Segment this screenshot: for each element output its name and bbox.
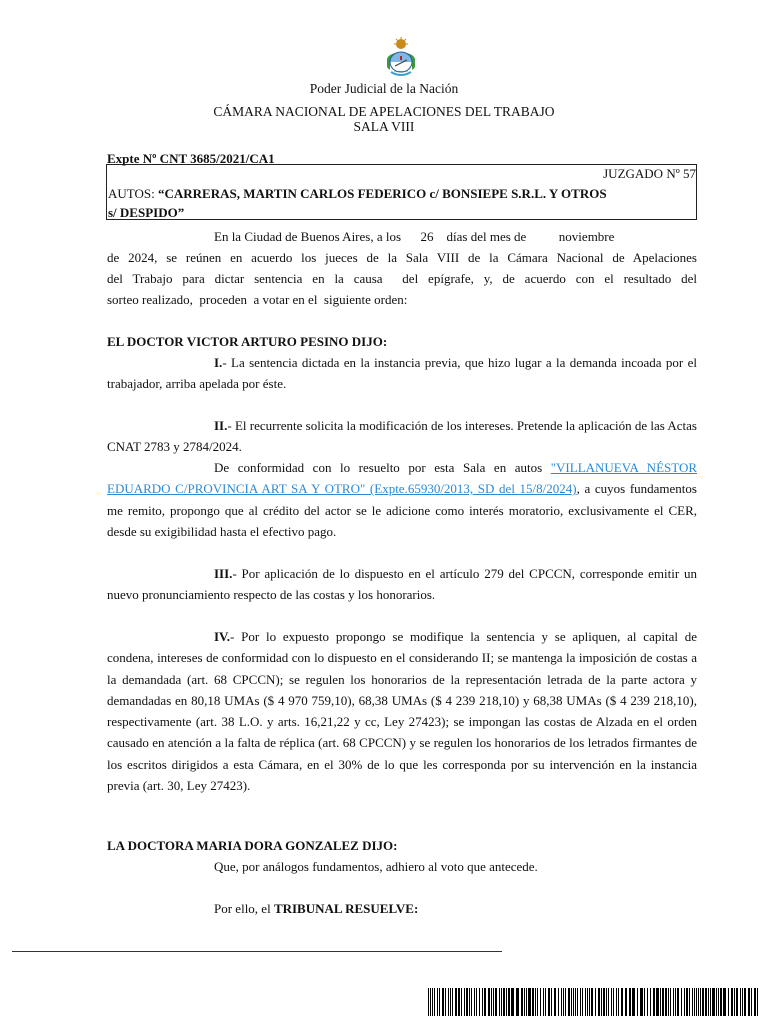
barcode-bar: [696, 988, 697, 1016]
barcode-bar: [521, 988, 523, 1016]
barcode-bar: [700, 988, 701, 1016]
paragraph-ii-number: II.: [214, 418, 228, 433]
barcode-bar: [647, 988, 648, 1016]
barcode-bar: [563, 988, 564, 1016]
barcode-bar: [742, 988, 743, 1016]
barcode-bar: [702, 988, 704, 1016]
barcode: [428, 988, 760, 1016]
barcode-bar: [455, 988, 457, 1016]
barcode-bar: [535, 988, 536, 1016]
paragraph-iii: [107, 563, 697, 606]
barcode-bar: [689, 988, 690, 1016]
paragraph-iv-text: - Por lo expuesto propongo se modifique la sentencia y se apliquen, al capital de condena, intereses de conformidad con lo dispuesto en el considerando II; se mantenga la imposición de costas a la demandada (art. 68 CPCCN); se regulen los honorarios de la representación letrada de la parte actora y demandadas en 80,18 UMAs ($ 4 970 759,10), 68,38 UMAs ($ 4 239 218,10) y 68,38 UMAs ($ 4 239 218,10), respectivamente (art. 38 L.O. y arts. 16,21,22 y cc, Ley 27423); se impongan las costas de Alzada en el orden causado en atención a la falta de réplica (art. 68 CPCCN) y se regulen los honorarios de los letrados firmantes de los escritos dirigidos a esta Cámara, en el 30% de lo que les corresponda por su intervención en la instancia previa (art. 30, Ley 27423).: [107, 629, 697, 794]
barcode-bar: [754, 988, 756, 1016]
barcode-bar: [731, 988, 733, 1016]
barcode-bar: [712, 988, 715, 1016]
barcode-bar: [591, 988, 593, 1016]
barcode-bar: [499, 988, 500, 1016]
barcode-bar: [662, 988, 664, 1016]
barcode-bar: [660, 988, 661, 1016]
barcode-bar: [673, 988, 674, 1016]
autos-label: AUTOS:: [108, 186, 158, 201]
barcode-bar: [632, 988, 635, 1016]
barcode-bar: [585, 988, 586, 1016]
barcode-bar: [603, 988, 605, 1016]
resolve-bold: TRIBUNAL RESUELVE:: [273, 901, 419, 916]
barcode-bar: [710, 988, 711, 1016]
barcode-bar: [488, 988, 490, 1016]
barcode-bar: [482, 988, 483, 1016]
barcode-bar: [545, 988, 546, 1016]
intro-line-4: sorteo realizado, proceden a votar en el siguiente orden:: [107, 292, 408, 307]
barcode-bar: [751, 988, 752, 1016]
barcode-bar: [740, 988, 741, 1016]
barcode-bar: [469, 988, 470, 1016]
resolve-pre: Por ello, el: [214, 901, 274, 916]
barcode-bar: [601, 988, 602, 1016]
juzgado-label: JUZGADO Nº 57: [603, 166, 696, 181]
barcode-bar: [442, 988, 444, 1016]
barcode-bar: [734, 988, 735, 1016]
barcode-bar: [450, 988, 451, 1016]
intro-line-1: En la Ciudad de Buenos Aires, a los 26 días del mes de noviembre: [214, 229, 615, 244]
barcode-bar: [686, 988, 688, 1016]
barcode-bar: [718, 988, 719, 1016]
barcode-bar: [540, 988, 541, 1016]
paragraph-i: [107, 352, 697, 395]
barcode-bar: [568, 988, 570, 1016]
barcode-bar: [656, 988, 659, 1016]
barcode-bar: [506, 988, 507, 1016]
judge2-text: Que, por análogos fundamentos, adhiero al voto que antecede.: [214, 859, 538, 874]
barcode-bar: [625, 988, 627, 1016]
barcode-bar: [675, 988, 676, 1016]
barcode-bar: [637, 988, 638, 1016]
case-box: [106, 164, 697, 220]
barcode-bar: [708, 988, 709, 1016]
barcode-bar: [554, 988, 556, 1016]
barcode-bar: [668, 988, 669, 1016]
barcode-bar: [511, 988, 514, 1016]
barcode-bar: [670, 988, 671, 1016]
barcode-bar: [598, 988, 600, 1016]
barcode-bar: [474, 988, 475, 1016]
barcode-bar: [595, 988, 596, 1016]
barcode-bar: [748, 988, 750, 1016]
barcode-bar: [694, 988, 695, 1016]
barcode-bar: [629, 988, 631, 1016]
barcode-bar: [461, 988, 462, 1016]
barcode-bar: [445, 988, 446, 1016]
barcode-bar: [681, 988, 682, 1016]
paragraph-i-text: - La sentencia dictada en la instancia previa, que hizo lugar a la demanda incoada por el trabajador, arriba apelada por éste.: [107, 355, 697, 392]
precedent-link[interactable]: "VILLANUEVA NÉSTOR EDUARDO C/PROVINCIA ART SA Y OTRO" (Expte.65930/2013, SD del 15/8/2024): [107, 460, 698, 497]
barcode-bar: [479, 988, 480, 1016]
barcode-bar: [558, 988, 559, 1016]
barcode-bar: [548, 988, 550, 1016]
barcode-bar: [528, 988, 531, 1016]
barcode-bar: [582, 988, 583, 1016]
barcode-bar: [665, 988, 667, 1016]
barcode-bar: [508, 988, 510, 1016]
paragraph-iii-number: III.: [214, 566, 233, 581]
paragraph-iv-number: IV.: [214, 629, 231, 644]
barcode-bar: [439, 988, 440, 1016]
barcode-bar: [466, 988, 468, 1016]
barcode-bar: [437, 988, 438, 1016]
paragraph-i-number: I.: [214, 355, 223, 370]
court-name: Poder Judicial de la Nación: [309, 81, 459, 96]
barcode-bar: [458, 988, 460, 1016]
barcode-bar: [551, 988, 552, 1016]
intro-line-2: de 2024, se reúnen en acuerdo los jueces de la Sala VIII de la Cámara Nacional de Apelaciones: [107, 250, 697, 265]
barcode-bar: [464, 988, 465, 1016]
barcode-bar: [611, 988, 612, 1016]
barcode-bar: [716, 988, 717, 1016]
barcode-bar: [428, 988, 429, 1016]
sala-name: SALA VIII: [353, 119, 415, 134]
barcode-bar: [495, 988, 497, 1016]
barcode-bar: [650, 988, 651, 1016]
barcode-bar: [503, 988, 505, 1016]
barcode-bar: [621, 988, 623, 1016]
barcode-bar: [653, 988, 655, 1016]
barcode-bar: [606, 988, 607, 1016]
intro-line-3: del Trabajo para dictar sentencia en la causa del epígrafe, y, de acuerdo con el resultado del: [107, 271, 697, 286]
barcode-bar: [744, 988, 746, 1016]
barcode-bar: [493, 988, 494, 1016]
barcode-bar: [452, 988, 453, 1016]
barcode-bar: [616, 988, 617, 1016]
barcode-bar: [571, 988, 572, 1016]
barcode-bar: [728, 988, 729, 1016]
barcode-bar: [757, 988, 758, 1016]
barcode-bar: [526, 988, 527, 1016]
case-title-continued: s/ DESPIDO”: [108, 205, 185, 220]
barcode-bar: [644, 988, 645, 1016]
barcode-bar: [448, 988, 449, 1016]
case-title: “CARRERAS, MARTIN CARLOS FEDERICO c/ BONSIEPE S.R.L. Y OTROS: [157, 186, 607, 201]
barcode-bar: [575, 988, 576, 1016]
barcode-bar: [608, 988, 609, 1016]
conformity-text-pre: De conformidad con lo resuelto por esta Sala en autos: [214, 460, 551, 475]
barcode-bar: [720, 988, 722, 1016]
conformity-text-post: , a cuyos fundamentos me remito, propongo que al crédito del actor se le adicione como interés moratorio, exclusivamente el CER, desde su exigibilidad hasta el efectivo pago.: [107, 481, 697, 539]
case-number: Expte Nº CNT 3685/2021/CA1: [107, 151, 275, 166]
barcode-bar: [543, 988, 544, 1016]
barcode-bar: [516, 988, 519, 1016]
barcode-bar: [723, 988, 726, 1016]
chamber-name: CÁMARA NACIONAL DE APELACIONES DEL TRABAJO: [213, 104, 555, 119]
judge2-heading: LA DOCTORA MARIA DORA GONZALEZ DIJO:: [107, 838, 398, 853]
barcode-bar: [432, 988, 433, 1016]
paragraph-ii-text: - El recurrente solicita la modificación de los intereses. Pretende la aplicación de las Actas CNAT 2783 y 2784/2024.: [107, 418, 697, 455]
barcode-bar: [561, 988, 562, 1016]
barcode-bar: [484, 988, 486, 1016]
barcode-bar: [640, 988, 643, 1016]
barcode-bar: [589, 988, 590, 1016]
barcode-bar: [501, 988, 502, 1016]
footer-divider: [12, 951, 502, 952]
barcode-bar: [684, 988, 685, 1016]
barcode-bar: [618, 988, 619, 1016]
barcode-bar: [476, 988, 477, 1016]
barcode-bar: [677, 988, 679, 1016]
resolve-line: [214, 901, 418, 917]
barcode-bar: [434, 988, 435, 1016]
coat-of-arms-icon: [381, 36, 421, 80]
paragraph-iv: [107, 626, 697, 796]
paragraph-conformity: [107, 457, 697, 542]
barcode-bar: [471, 988, 472, 1016]
barcode-bar: [692, 988, 693, 1016]
barcode-bar: [580, 988, 581, 1016]
autos-line: [108, 186, 696, 202]
barcode-bar: [565, 988, 566, 1016]
paragraph-ii: [107, 415, 697, 458]
barcode-bar: [736, 988, 738, 1016]
judge1-heading: EL DOCTOR VICTOR ARTURO PESINO DIJO:: [107, 334, 388, 349]
barcode-bar: [430, 988, 431, 1016]
paragraph-iii-text: - Por aplicación de lo dispuesto en el artículo 279 del CPCCN, corresponde emitir un nuevo pronunciamiento respecto de las costas y los honorarios.: [107, 566, 697, 603]
barcode-bar: [537, 988, 538, 1016]
barcode-bar: [532, 988, 534, 1016]
barcode-bar: [524, 988, 525, 1016]
barcode-bar: [705, 988, 707, 1016]
barcode-bar: [491, 988, 492, 1016]
barcode-bar: [577, 988, 578, 1016]
barcode-bar: [587, 988, 588, 1016]
barcode-bar: [613, 988, 614, 1016]
barcode-bar: [698, 988, 699, 1016]
barcode-bar: [573, 988, 574, 1016]
